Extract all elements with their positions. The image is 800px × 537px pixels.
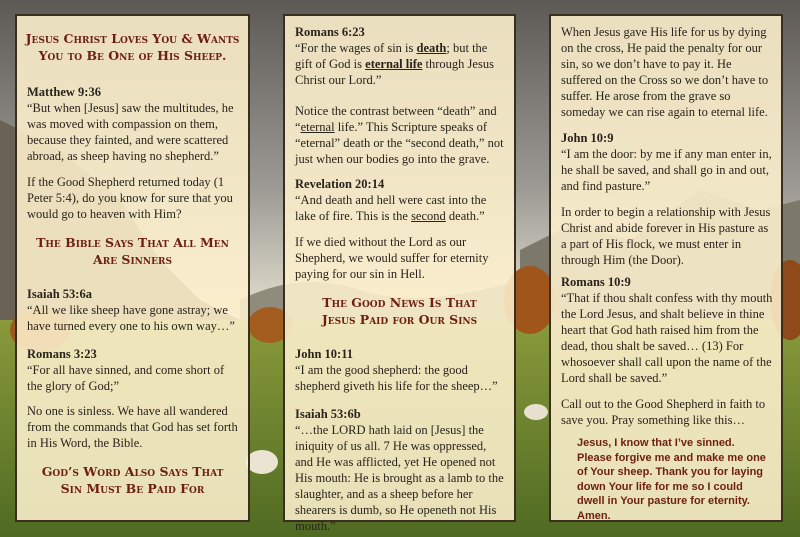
scripture-reference: Revelation 20:14 [295, 177, 385, 191]
underlined-word: eternal [300, 120, 335, 134]
scripture-reference: John 10:9 [561, 131, 614, 145]
scripture-reference: Isaiah 53:6b [295, 407, 361, 421]
scripture-quote: “But when [Jesus] saw the multitudes, he was moved with compassion on them, because they fainted, and were scattered abroad, as sheep having no shepherd.” [27, 101, 234, 163]
scripture-reference: Romans 3:23 [27, 347, 97, 361]
scripture-reference: Romans 10:9 [561, 275, 631, 289]
body-paragraph: Notice the contrast between “death” and “eternal life.” This Scripture speaks of “eternal” death or the “second death,” not just when our bodies go into the grave. [295, 104, 504, 166]
body-paragraph: If the Good Shepherd returned today (1 Peter 5:4), do you know for sure that you would go to heaven with Him? [27, 175, 233, 221]
scripture-quote: “I am the door: by me if any man enter in, he shall be saved, and shall go in and out, and find pasture.” [561, 147, 772, 193]
body-paragraph: Call out to the Good Shepherd in faith to save you. Pray something like this… [561, 397, 766, 427]
brochure-panel-right [549, 14, 783, 522]
body-paragraph: No one is sinless. We have all wandered from the commands that God has set forth in His Word, the Bible. [27, 404, 238, 450]
scripture-reference: John 10:11 [295, 347, 354, 361]
scripture-quote: “That if thou shalt confess with thy mouth the Lord Jesus, and shalt believe in thine heart that God hath raised him from the dead, thou shalt be saved… (13) For whosoever shall call upon the name of the Lord shall be saved.” [561, 291, 773, 385]
body-paragraph: In order to begin a relationship with Jesus Christ and abide forever in His pasture as a part of His flock, we must enter in through Him (the Door). [561, 205, 771, 267]
underlined-word: death [416, 41, 447, 55]
scripture-quote: “All we like sheep have gone astray; we have turned every one to his own way…” [27, 303, 235, 333]
heading-sin-must-be-paid-for: God’s Word Also Says That Sin Must Be Paid For [41, 464, 224, 496]
scripture-reference: Isaiah 53:6a [27, 287, 92, 301]
scripture-reference: Matthew 9:36 [27, 85, 101, 99]
body-paragraph: If we died without the Lord as our Shepherd, we would suffer for eternity paying for our sin in Hell. [295, 235, 489, 281]
heading-good-news: The Good News Is That Jesus Paid for Our Sins [321, 295, 478, 327]
scripture-quote: “For all have sinned, and come short of the glory of God;” [27, 363, 225, 393]
scripture-quote: “And death and hell were cast into the lake of fire. This is the second death.” [295, 193, 487, 223]
underlined-word: second [411, 209, 446, 223]
brochure-panel-left [15, 14, 250, 522]
heading-jesus-loves-you: Jesus Christ Loves You & Wants You to Be One of His Sheep. [25, 31, 240, 63]
scripture-quote: “For the wages of sin is death; but the gift of God is eternal life through Jesus Christ our Lord.” [295, 41, 494, 87]
heading-all-men-are-sinners: The Bible Says That All Men Are Sinners [36, 235, 229, 267]
scripture-quote: “I am the good shepherd: the good shepherd giveth his life for the sheep…” [295, 363, 498, 393]
brochure-panel-middle [283, 14, 516, 533]
scripture-reference: Romans 6:23 [295, 25, 365, 39]
sample-prayer: Jesus, I know that I’ve sinned. Please forgive me and make me one of Your sheep. Thank you for laying down Your life for me so I could dwell in Your pasture for eternity. Amen. [577, 437, 766, 522]
body-paragraph: When Jesus gave His life for us by dying on the cross, He paid the penalty for our sin, so we don’t have to pay it. He suffered on the Cross so we don’t have to suffer. He arose from the grave so someday we can rise again to eternal life. [561, 25, 769, 119]
underlined-word: eternal life [365, 57, 423, 71]
scripture-quote: “…the LORD hath laid on [Jesus] the iniquity of us all. 7 He was oppressed, and He was afflicted, yet He opened not His mouth: He is brought as a lamb to the slaughter, and as a sheep before her shearers is dumb, so He openeth not His mouth.” [295, 423, 504, 533]
